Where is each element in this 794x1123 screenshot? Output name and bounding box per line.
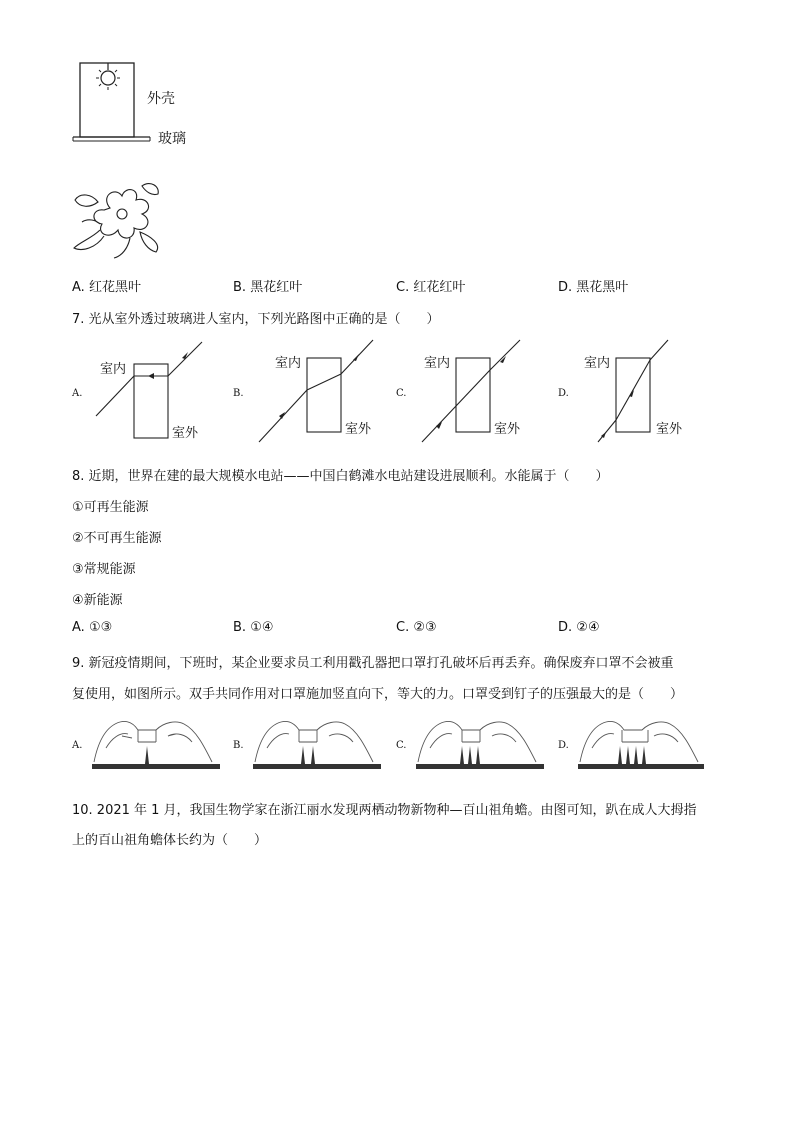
option-letter: C. xyxy=(396,280,410,295)
option-text: ②④ xyxy=(576,620,600,635)
q6-option-b xyxy=(233,276,302,295)
q8-stem: 8. 近期，世界在建的最大规模水电站——中国白鹤滩水电站建设进展顺利。水能属于（ ） xyxy=(72,469,609,484)
q8-item-1: ①可再生能源 xyxy=(72,500,149,515)
q8-item-4: ④新能源 xyxy=(72,593,123,608)
option-letter: C. xyxy=(396,620,410,635)
light-path-diagram xyxy=(396,340,546,445)
indoor-label: 室内 xyxy=(424,356,451,371)
option-letter: D. xyxy=(558,620,573,635)
option-text: ①③ xyxy=(88,620,113,635)
indoor-label: 室内 xyxy=(584,356,611,371)
q8-option-a xyxy=(72,620,112,635)
q7-diagram-a xyxy=(72,340,222,445)
option-letter: A. xyxy=(72,620,85,635)
option-text: 红花黑叶 xyxy=(88,280,141,295)
option-letter: B. xyxy=(233,280,247,295)
q9-diagram-b xyxy=(233,712,383,774)
q9-stem-line-2: 复使用，如图所示。双手共同作用对口罩施加竖直向下，等大的力。口罩受到钉子的压强最大的是（ ） xyxy=(72,687,684,702)
light-bulb-icon xyxy=(96,63,120,90)
option-text: 黑花红叶 xyxy=(250,280,303,295)
mask-punch-diagram xyxy=(558,712,708,774)
q9-diagram-a xyxy=(72,712,222,774)
outdoor-label: 室外 xyxy=(345,422,372,437)
q6-option-a xyxy=(72,276,141,295)
mask-punch-diagram xyxy=(233,712,383,774)
shell-label: 外壳 xyxy=(147,91,175,107)
light-path-diagram xyxy=(558,340,708,445)
q7-diagram-c xyxy=(396,340,546,445)
outdoor-label: 室外 xyxy=(656,422,683,437)
q8-option-b xyxy=(233,620,274,635)
option-letter: A. xyxy=(72,280,85,295)
mask-punch-diagram xyxy=(396,712,546,774)
diagram-letter: D. xyxy=(558,740,569,751)
outdoor-label: 室外 xyxy=(172,426,199,441)
q8-option-d xyxy=(558,620,600,635)
diagram-letter: A. xyxy=(72,740,83,751)
indoor-label: 室内 xyxy=(100,362,127,377)
q9-stem-line-1: 9. 新冠疫情期间，下班时，某企业要求员工利用戳孔器把口罩打孔破坏后再丢弃。确保废弃口罩不会被重 xyxy=(72,656,674,671)
q9-diagram-c xyxy=(396,712,546,774)
q8-item-2: ②不可再生能源 xyxy=(72,531,162,546)
q8-option-c xyxy=(396,620,437,635)
option-letter: D. xyxy=(558,280,573,295)
diagram-letter: B. xyxy=(233,740,244,751)
option-text: 红花红叶 xyxy=(413,280,466,295)
q7-diagram-d xyxy=(558,340,708,445)
q6-option-c xyxy=(396,276,465,295)
light-path-diagram xyxy=(233,340,383,445)
diagram-letter: C. xyxy=(396,388,407,399)
glass-label: 玻璃 xyxy=(158,131,186,147)
q7-diagram-b xyxy=(233,340,383,445)
light-path-diagram xyxy=(72,340,222,445)
indoor-label: 室内 xyxy=(275,356,302,371)
outdoor-label: 室外 xyxy=(494,422,521,437)
diagram-letter: B. xyxy=(233,388,244,399)
option-text: ①④ xyxy=(250,620,274,635)
option-text: 黑花黑叶 xyxy=(576,280,629,295)
q8-item-3: ③常规能源 xyxy=(72,562,136,577)
q9-diagram-d xyxy=(558,712,708,774)
q10-stem-line-1: 10. 2021 年 1 月，我国生物学家在浙江丽水发现两栖动物新物种—百山祖角蟾。由图可知，趴在成人大拇指 xyxy=(72,803,697,818)
flower-sketch-icon xyxy=(70,178,170,260)
flower-figure xyxy=(70,178,170,260)
diagram-letter: C. xyxy=(396,740,407,751)
diagram-letter: D. xyxy=(558,388,569,399)
option-letter: B. xyxy=(233,620,247,635)
q10-stem-line-2: 上的百山祖角蟾体长约为（ ） xyxy=(72,833,268,848)
option-text: ②③ xyxy=(413,620,437,635)
mask-punch-diagram xyxy=(72,712,222,774)
diagram-letter: A. xyxy=(72,388,83,399)
q6-option-d xyxy=(558,276,628,295)
q7-stem: 7. 光从室外透过玻璃进人室内，下列光路图中正确的是（ ） xyxy=(72,312,440,327)
